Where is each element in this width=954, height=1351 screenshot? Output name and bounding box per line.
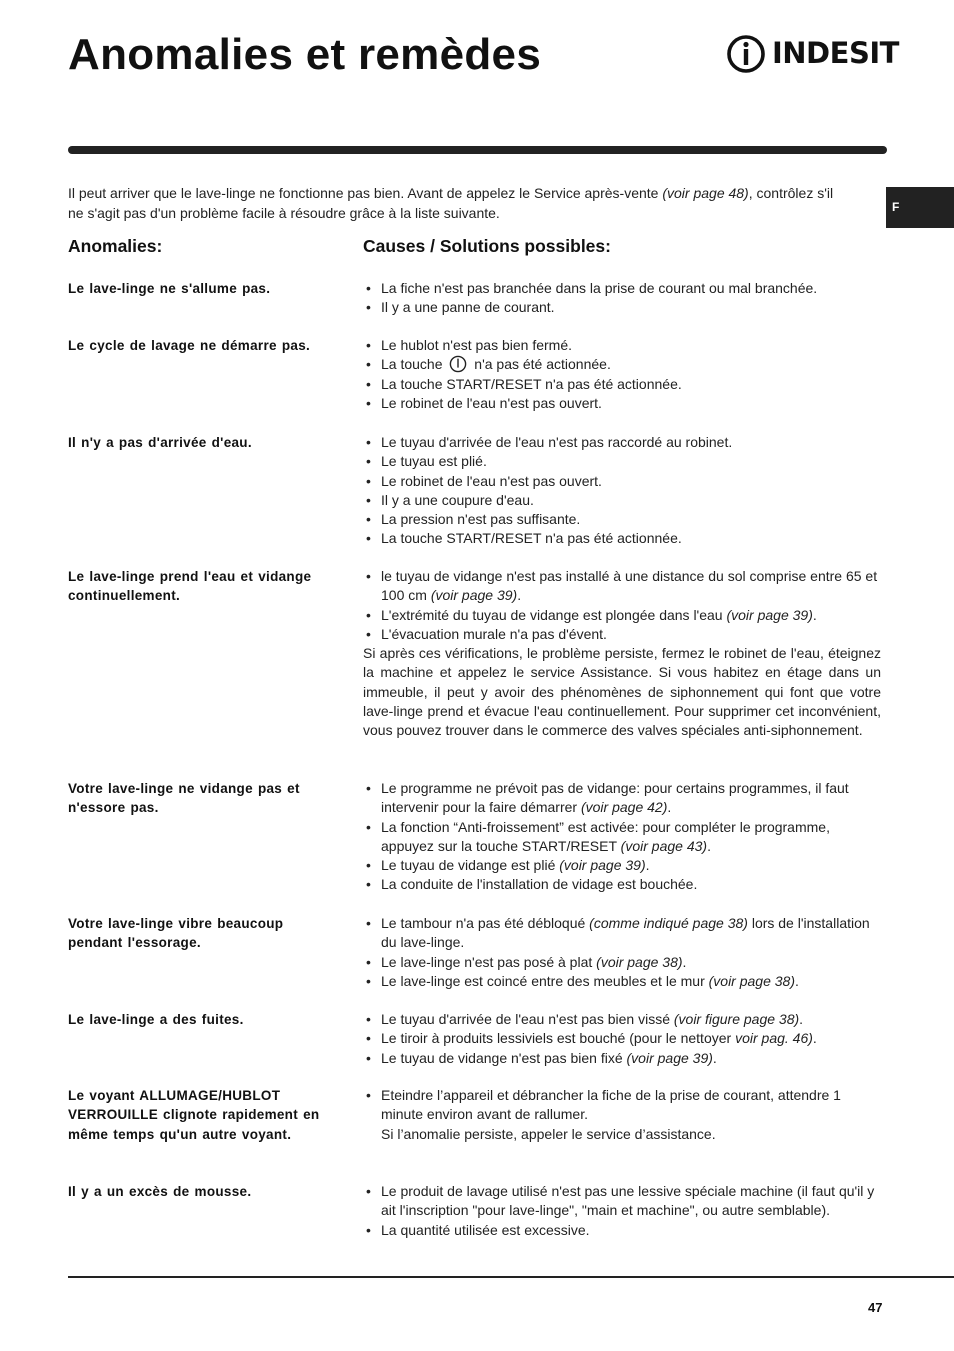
solution-text: La fonction “Anti-froissement” est activée: pour compléter le programme, appuyez sur la touche START/RESET [381,818,830,854]
solution-item: • La touche START/RESET n'a pas été actionnée. [363,529,881,548]
solution-item [363,355,881,374]
logo-i-icon [726,34,768,74]
page-reference: (voir page 39) [626,1049,713,1066]
solution-item: • La pression n'est pas suffisante. [363,510,881,529]
solution-item: • Le robinet de l'eau n'est pas ouvert. [363,472,881,491]
solution-item: • Le tuyau d'arrivée de l'eau n'est pas raccordé au robinet. [363,433,881,452]
solutions [363,336,881,413]
solution-text: Le lave-linge n'est pas posé à plat [381,953,597,970]
anomaly-label: Le lave-linge prend l'eau et vidange continuellement. [68,569,312,604]
intro-text-end: , contrôlez s'il ne s'agit pas d'un problème facile à résoudre grâce à la liste suivante. [68,185,834,221]
solution-text-end: . [682,953,687,970]
solution-text: Le tiroir à produits lessiviels est bouché (pour le nettoyer [381,1030,736,1047]
anomaly-label: Le voyant ALLUMAGE/HUBLOT VERROUILLE clignote rapidement en même temps qu'un autre voyant. [68,1088,320,1142]
solution-text-end: lors de l'installation du lave-linge. [381,915,870,951]
solution-text: L'extrémité du tuyau de vidange est plongée dans l'eau [381,606,727,623]
solution-item: • L'évacuation murale n'a pas d'évent. [363,625,881,644]
solution-item [363,856,881,875]
solution-text-end: . [707,837,711,854]
solution-text-end: . [712,1049,717,1066]
solutions [363,433,881,549]
solution-item [363,914,881,953]
solution-text: Le tuyau de vidange est plié [381,857,560,874]
page-reference: (voir page 39) [559,857,646,874]
solutions [363,779,881,895]
solution-item [363,567,881,606]
page-reference: voir pag. 46) [735,1030,813,1047]
causes-heading: Causes / Solutions possibles: [363,236,611,256]
solution-text: Le programme ne prévoit pas de vidange: pour certains programmes, il faut intervenir pour la faire démarrer [381,780,849,816]
anomaly-label: Votre lave-linge ne vidange pas et n'essore pas. [68,781,300,816]
page-reference: (comme indiqué page 38) [589,915,748,931]
solution-item [363,606,881,625]
solution-text: n'a pas été actionnée. [470,356,611,373]
anomaly-label: Il n'y a pas d'arrivée d'eau. [68,435,252,450]
page-reference: (voir page 39) [726,606,813,623]
solutions [363,567,881,741]
solution-item: • Le produit de lavage utilisé n'est pas une lessive spéciale machine (il faut qu'il y ait l'inscription "pour lave-linge", "main et machine", ou autre semblable). [363,1182,881,1221]
solution-item: • La fiche n'est pas branchée dans la prise de courant ou mal branchée. [363,279,881,298]
solution-text-end: . [799,1011,804,1027]
solution-item: • La touche START/RESET n'a pas été actionnée. [363,375,881,394]
solution-text: Eteindre l’appareil et débrancher la fiche de la prise de courant, attendre 1 minute environ avant de rallumer. [381,1087,841,1123]
intro-reference: (voir page 48) [662,185,749,201]
solution-text: Le tuyau d'arrivée de l'eau n'est pas bien vissé [381,1011,674,1027]
anomaly-label: Votre lave-linge vibre beaucoup pendant l'essorage. [68,916,284,951]
solution-text-end: . [795,972,799,989]
solution-item: • Le robinet de l'eau n'est pas ouvert. [363,394,881,413]
power-button-icon [448,355,468,373]
footer-divider [68,1276,954,1278]
solution-item: • Le hublot n'est pas bien fermé. [363,336,881,355]
page-reference: (voir page 42) [580,799,668,816]
solution-item [363,1010,881,1029]
anomalies-heading: Anomalies: [68,236,163,256]
page-reference: (voir page 39) [430,587,518,604]
page-reference: (voir page 38) [708,972,796,989]
anomaly-label: Le cycle de lavage ne démarre pas. [68,338,311,353]
solution-text-end: . [645,857,650,874]
solution-continuation: Si l’anomalie persiste, appeler le service d’assistance. [381,1125,716,1142]
solution-item: • Il y a une panne de courant. [363,298,881,317]
intro-paragraph [68,184,840,223]
page-title: Anomalies et remèdes [68,30,542,79]
page-reference: (voir page 38) [596,953,683,970]
solution-item [363,953,881,972]
solution-item: • La quantité utilisée est excessive. [363,1221,881,1240]
anomaly-label: Le lave-linge a des fuites. [68,1012,244,1027]
solution-text-end: . [667,799,672,816]
solution-item: • Il y a une coupure d'eau. [363,491,881,510]
solutions [363,914,881,991]
solution-text: La touche [381,356,447,373]
solution-item [363,779,881,818]
header-divider [68,146,887,154]
solution-item [363,818,881,857]
solutions [363,279,881,318]
solutions [363,1010,881,1068]
solution-item: • La conduite de l'installation de vidage est bouchée. [363,875,881,894]
solution-text-end: . [812,606,817,623]
solution-text: le tuyau de vidange n'est pas installé à une distance du sol comprise entre 65 et 100 cm [381,568,878,604]
language-tab: F [886,187,954,228]
solution-item: • Le tuyau est plié. [363,452,881,471]
solution-text: Le tambour n'a pas été débloqué [381,915,590,931]
page-reference: (voir figure page 38) [673,1011,800,1027]
solution-item [363,1049,881,1068]
intro-text: Il peut arriver que le lave-linge ne fonctionne pas bien. Avant de appelez le Service après-vente [68,185,663,201]
solution-text: Le lave-linge est coincé entre des meubles et le mur [381,972,709,989]
solution-text-end: . [517,587,522,604]
solutions [363,1182,881,1240]
solutions [363,1086,881,1144]
page-number: 47 [868,1300,883,1315]
solution-item [363,1029,881,1048]
page-reference: (voir page 43) [620,837,708,854]
anomaly-label: Le lave-linge ne s'allume pas. [68,281,271,296]
solution-text-end: . [812,1030,817,1047]
solution-item [363,1086,881,1144]
logo-wordmark: INDESIT [772,36,899,70]
solution-paragraph: Si après ces vérifications, le problème persiste, fermez le robinet de l'eau, éteignez la machine et appelez le service Assistance. Si vous habitez en étage dans un immeuble, il peut y avoir des phénomènes de siphonnement qui font que votre lave-linge prend et évacue l'eau continuellement. Pour supprimer cet inconvénient, vous pouvez trouver dans le commerce des valves spéciales anti-siphonnement. [363,645,881,739]
solution-item [363,972,881,991]
indesit-logo [726,34,899,74]
solution-text: Le tuyau de vidange n'est pas bien fixé [381,1049,627,1066]
anomaly-label: Il y a un excès de mousse. [68,1184,252,1199]
